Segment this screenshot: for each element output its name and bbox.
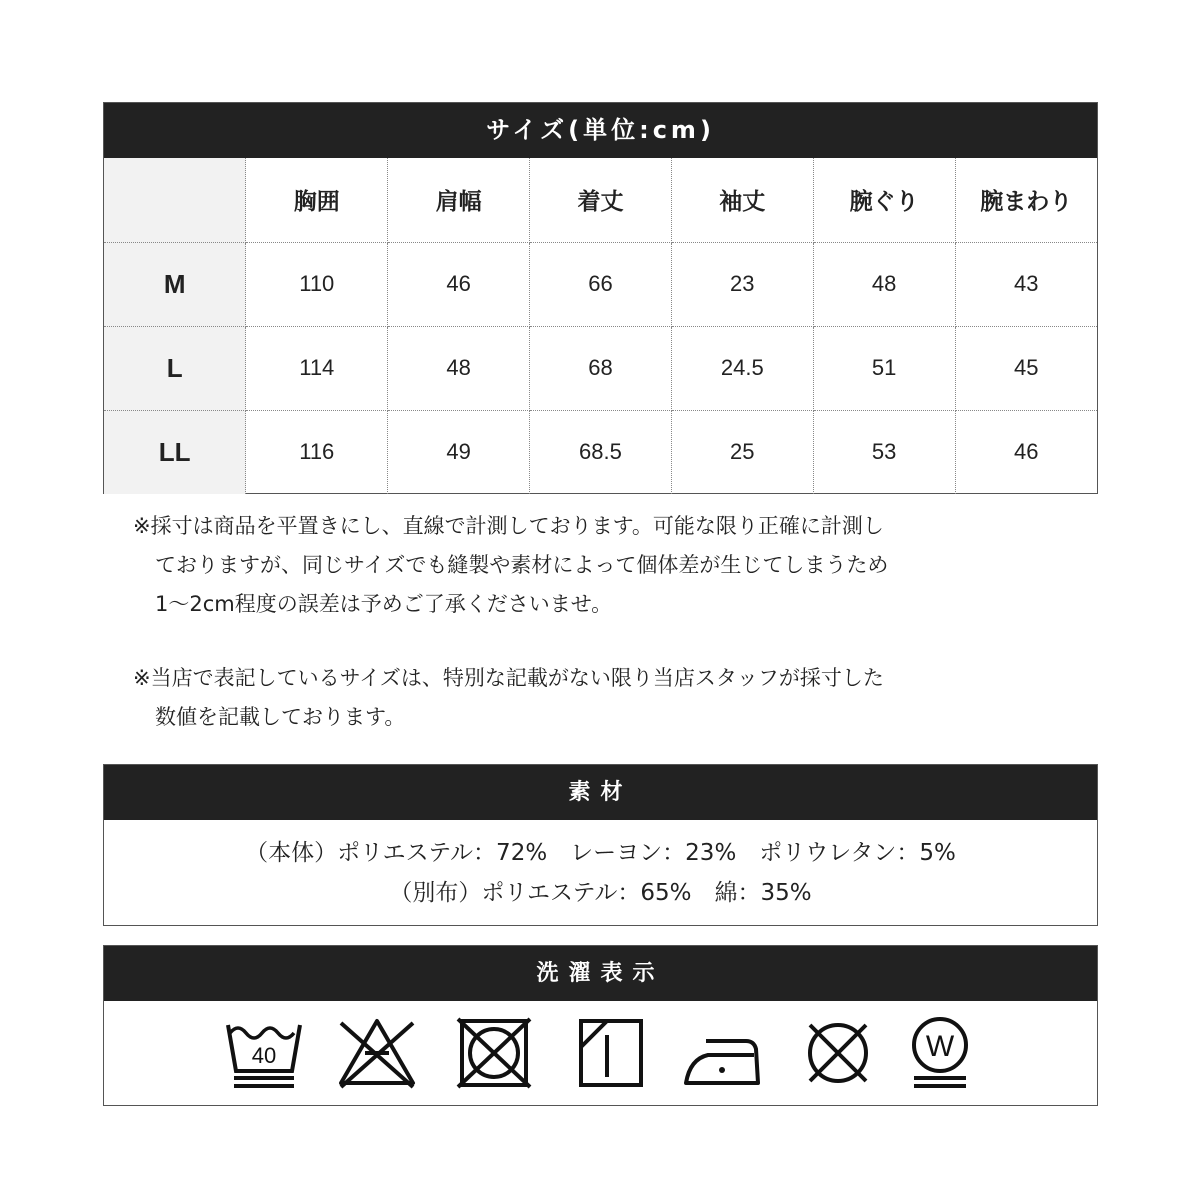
note-line: ておりますが、同じサイズでも縫製や素材によって個体差が生じてしまうため: [155, 553, 889, 577]
wet-clean-letter: W: [925, 1030, 955, 1063]
care-section: [103, 945, 1098, 1106]
table-cell: 24.5: [671, 326, 813, 410]
measurement-note: [133, 507, 1033, 624]
column-header: 腕ぐり: [813, 158, 955, 242]
column-header: 胸囲: [246, 158, 388, 242]
column-header: 袖丈: [671, 158, 813, 242]
material-title: 素材: [104, 765, 1097, 820]
material-section: [103, 764, 1098, 926]
care-icons: [104, 1001, 1097, 1106]
material-body: [104, 820, 1097, 913]
table-cell: 110: [246, 242, 388, 326]
table-cell: 25: [671, 410, 813, 494]
table-row: [104, 326, 1097, 410]
table-row: [104, 410, 1097, 494]
size-table-title: サイズ(単位:cm): [104, 103, 1097, 158]
table-cell: 116: [246, 410, 388, 494]
table-cell: 49: [388, 410, 530, 494]
wash-temperature: 40: [251, 1043, 277, 1068]
table-cell: 51: [813, 326, 955, 410]
no-tumble-dry-icon: [454, 1015, 534, 1091]
column-header: 肩幅: [388, 158, 530, 242]
line-dry-shade-icon: [571, 1015, 651, 1091]
wash-40-icon: [224, 1015, 304, 1091]
table-cell: 114: [246, 326, 388, 410]
table-cell: 46: [388, 242, 530, 326]
table-cell: 46: [955, 410, 1097, 494]
table-cell: 48: [388, 326, 530, 410]
note-line: ※採寸は商品を平置きにし、直線で計測しております。可能な限り正確に計測し: [133, 514, 884, 538]
table-cell: 23: [671, 242, 813, 326]
table-cell: 43: [955, 242, 1097, 326]
no-dry-clean-icon: [798, 1015, 878, 1091]
corner-cell: [104, 158, 246, 242]
material-main-line: （本体）ポリエステル：72% レーヨン：23% ポリウレタン：5%: [245, 840, 956, 866]
care-title: 洗濯表示: [104, 946, 1097, 1001]
low-iron-icon: [682, 1015, 762, 1091]
table-cell: 68.5: [530, 410, 672, 494]
size-label: M: [104, 242, 246, 326]
size-section: [103, 102, 1098, 494]
table-cell: 66: [530, 242, 672, 326]
column-header: 着丈: [530, 158, 672, 242]
note-line: 数値を記載しております。: [155, 705, 406, 729]
table-cell: 45: [955, 326, 1097, 410]
column-header: 腕まわり: [955, 158, 1097, 242]
wet-clean-icon: [900, 1015, 980, 1091]
table-cell: 68: [530, 326, 672, 410]
size-label: L: [104, 326, 246, 410]
table-cell: 53: [813, 410, 955, 494]
size-table: [104, 158, 1097, 494]
note-line: ※当店で表記しているサイズは、特別な記載がない限り当店スタッフが採寸した: [133, 666, 884, 690]
size-label: LL: [104, 410, 246, 494]
note-line: 1～2cm程度の誤差は予めご了承くださいませ。: [155, 592, 613, 616]
no-bleach-icon: [337, 1015, 417, 1091]
table-cell: 48: [813, 242, 955, 326]
material-sub-line: （別布）ポリエステル：65% 綿：35%: [389, 880, 812, 906]
size-table-header-row: [104, 158, 1097, 242]
table-row: [104, 242, 1097, 326]
size-source-note: [133, 659, 1033, 737]
